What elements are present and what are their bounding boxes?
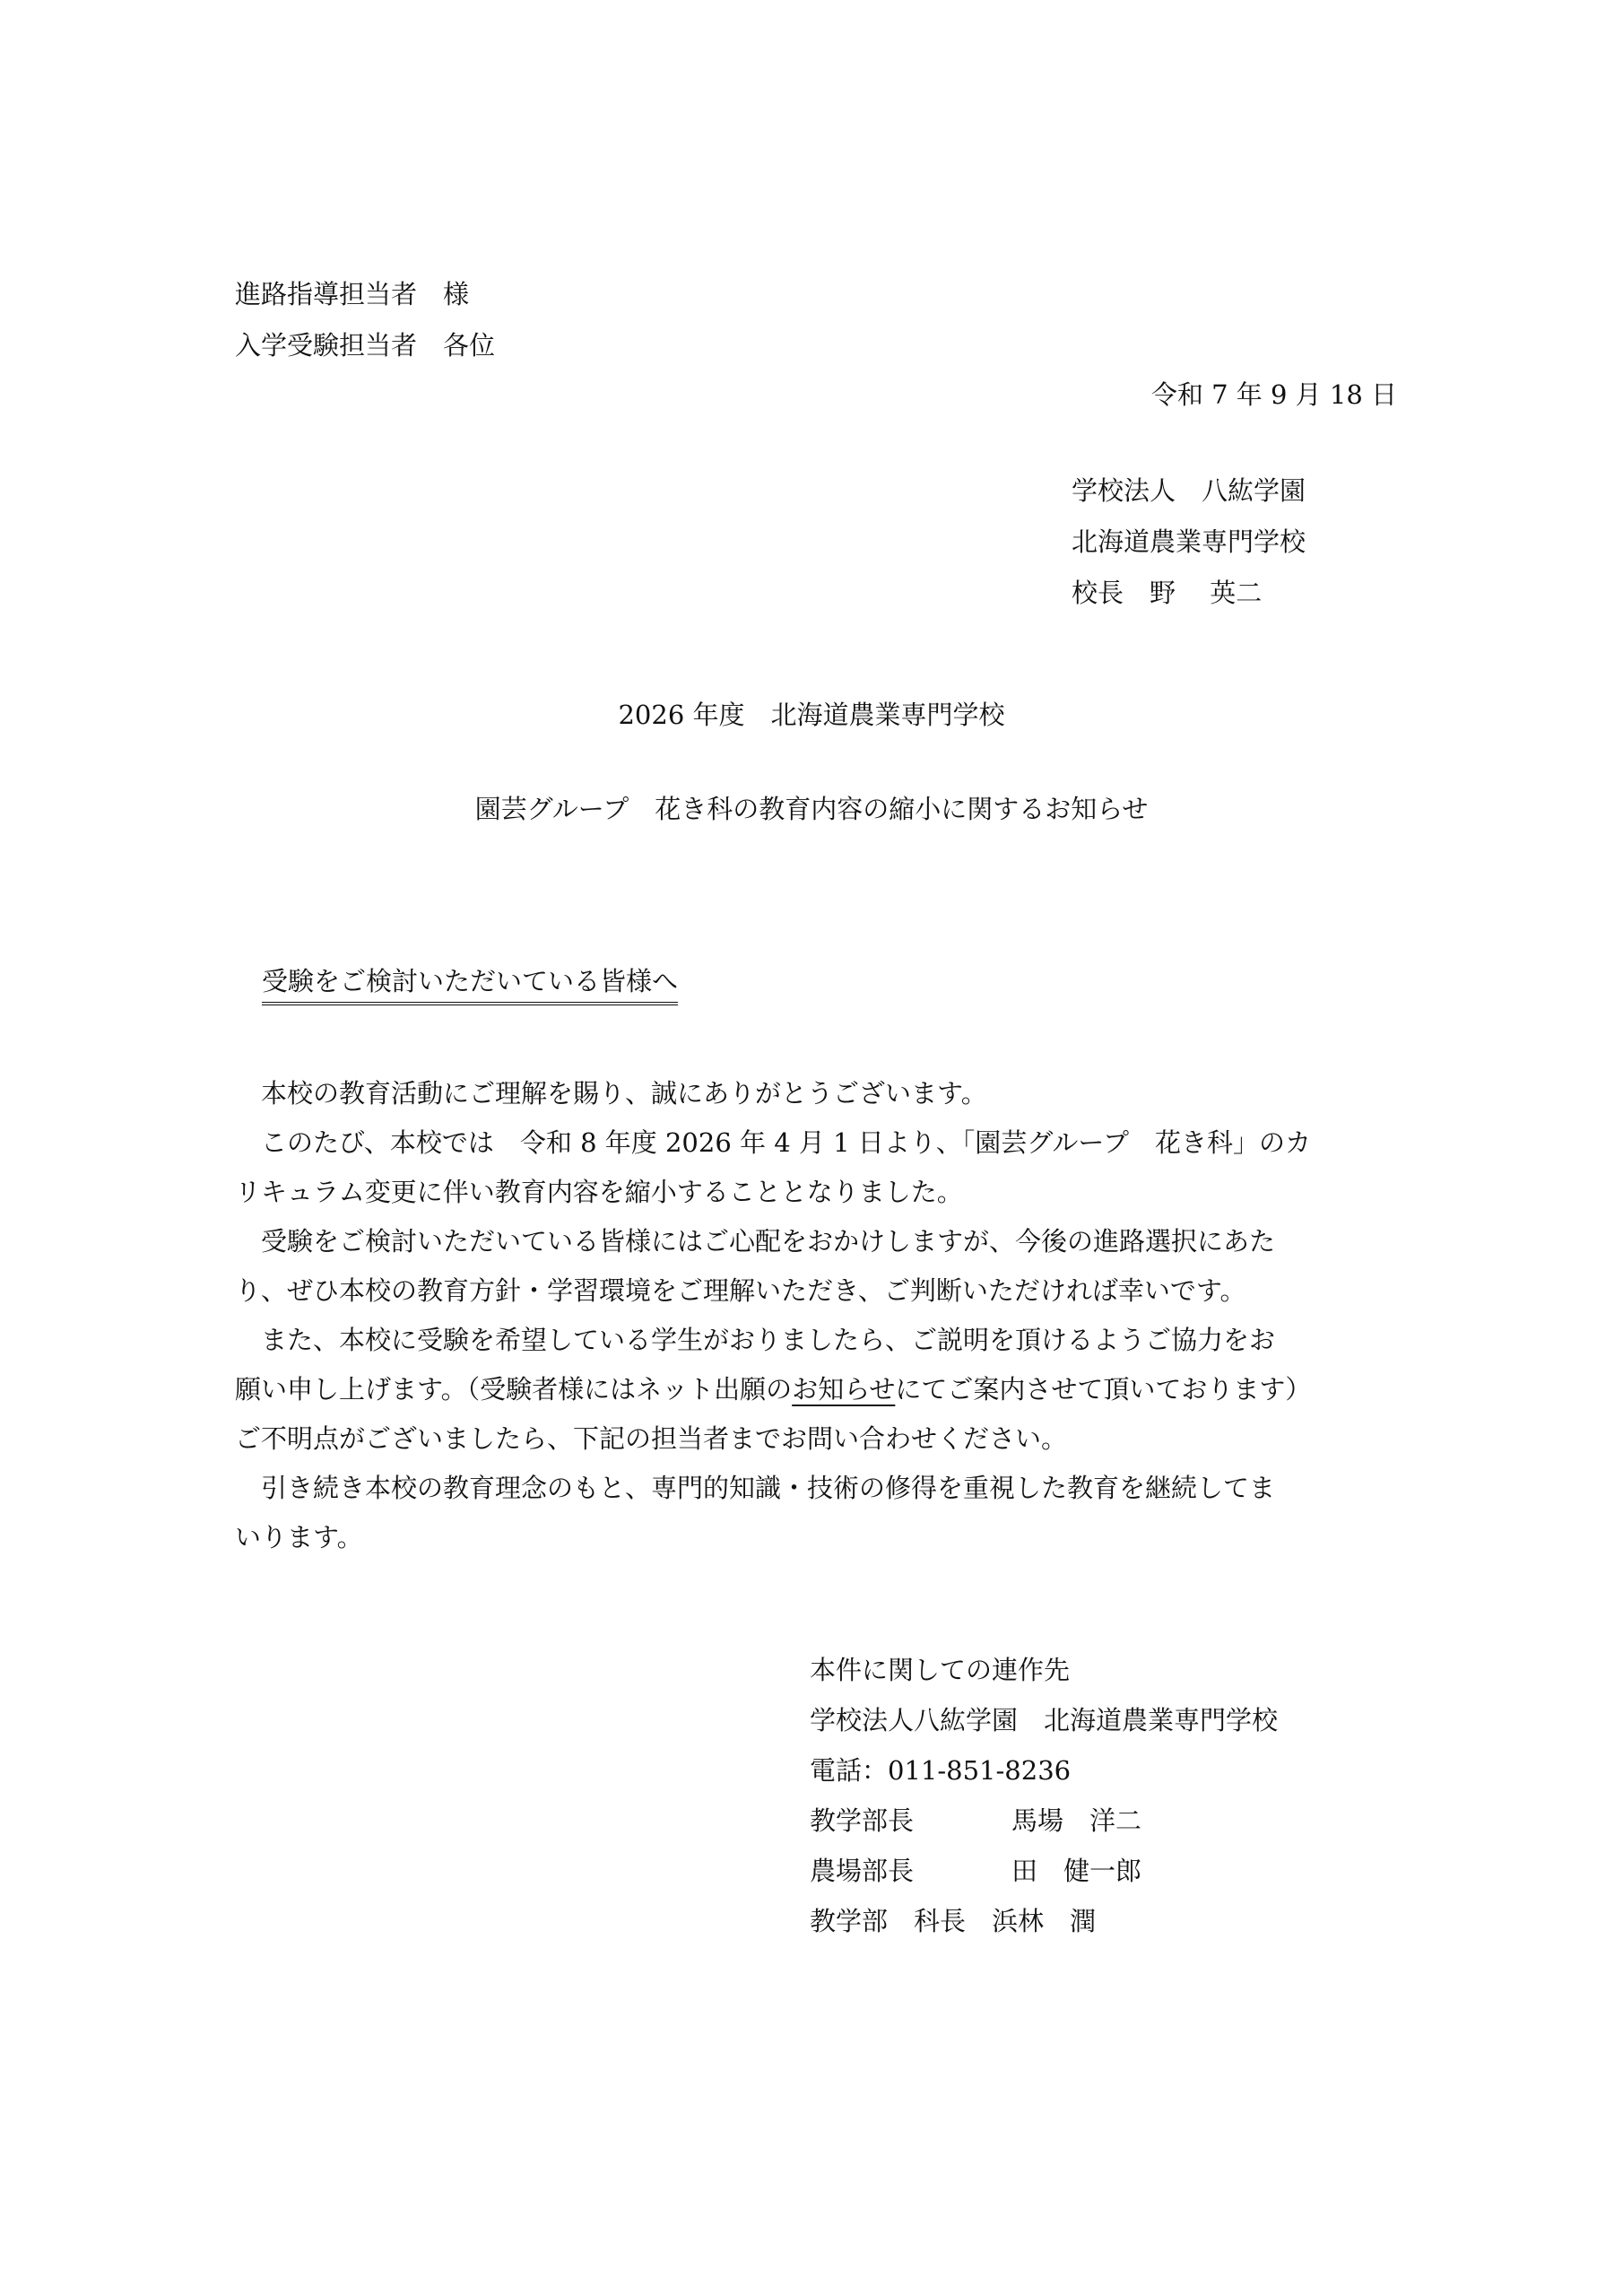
contact-block (810, 1657, 1278, 1959)
title-year: 2026 年度 北海道農業専門学校 (618, 700, 1005, 730)
addressee-line-2: 入学受験担当者 各位 (235, 330, 496, 361)
contact-phone: 電話：011-851-8236 (810, 1755, 1072, 1786)
body-line: 本校の教育活動にご理解を賜り、誠にありがとうございます。 (261, 1078, 987, 1109)
issuer-principal: 校長 野 英二 (1072, 578, 1263, 608)
body-line: 引き続き本校の教育理念のもと、専門的知識・技術の修得を重視した教育を継続してま (261, 1473, 1276, 1503)
body-line: り、ぜひ本校の教育方針・学習環境をご理解いただき、ご判断いただければ幸いです。 (235, 1275, 1246, 1306)
salutation: 受験をご検討いただいている皆様へ (262, 969, 678, 1005)
contact-org: 学校法人八紘学園 北海道農業専門学校 (810, 1705, 1279, 1735)
contact-role: 教学部長 (810, 1805, 915, 1836)
underlined-notice: お知らせ (792, 1374, 896, 1405)
body-line: このたび、本校では 令和 8 年度 2026 年 4 月 1 日より、「園芸グループ 花き科」のカ (261, 1127, 1311, 1158)
issuer-school: 北海道農業専門学校 (1072, 526, 1306, 557)
contact-name: 馬場 洋二 (1011, 1805, 1142, 1836)
body-line: いります。 (235, 1522, 363, 1552)
contact-name: 田 健一郎 (1011, 1856, 1142, 1886)
issue-date: 令和 7 年 9 月 18 日 (1150, 379, 1397, 410)
contact-person-3: 教学部 科長 浜林 潤 (810, 1906, 1097, 1936)
document-title: 園芸グループ 花き科の教育内容の縮小に関するお知らせ (474, 794, 1149, 824)
body-line: リキュラム変更に伴い教育内容を縮小することとなりました。 (235, 1177, 963, 1207)
addressee-line-1: 進路指導担当者 様 (235, 279, 470, 309)
body-line: 願い申し上げます。（受験者様にはネット出願のお知らせにてご案内させて頂いております） (235, 1374, 1312, 1405)
issuer-block (1072, 475, 1306, 631)
issuer-org: 学校法人 八紘学園 (1072, 475, 1306, 506)
contact-heading: 本件に関しての連作先 (810, 1655, 1071, 1685)
contact-person-1 (810, 1805, 1278, 1858)
contact-role: 農場部長 (810, 1856, 915, 1886)
contact-person-2 (810, 1858, 1278, 1909)
body-line: また、本校に受験を希望している学生がおりましたら、ご説明を頂けるようご協力をお (261, 1325, 1276, 1355)
body-text (235, 1069, 1401, 1562)
body-line: ご不明点がございましたら、下記の担当者までお問い合わせください。 (235, 1423, 1068, 1454)
body-line: 受験をご検討いただいている皆様にはご心配をおかけしますが、今後の進路選択にあた (261, 1226, 1276, 1257)
